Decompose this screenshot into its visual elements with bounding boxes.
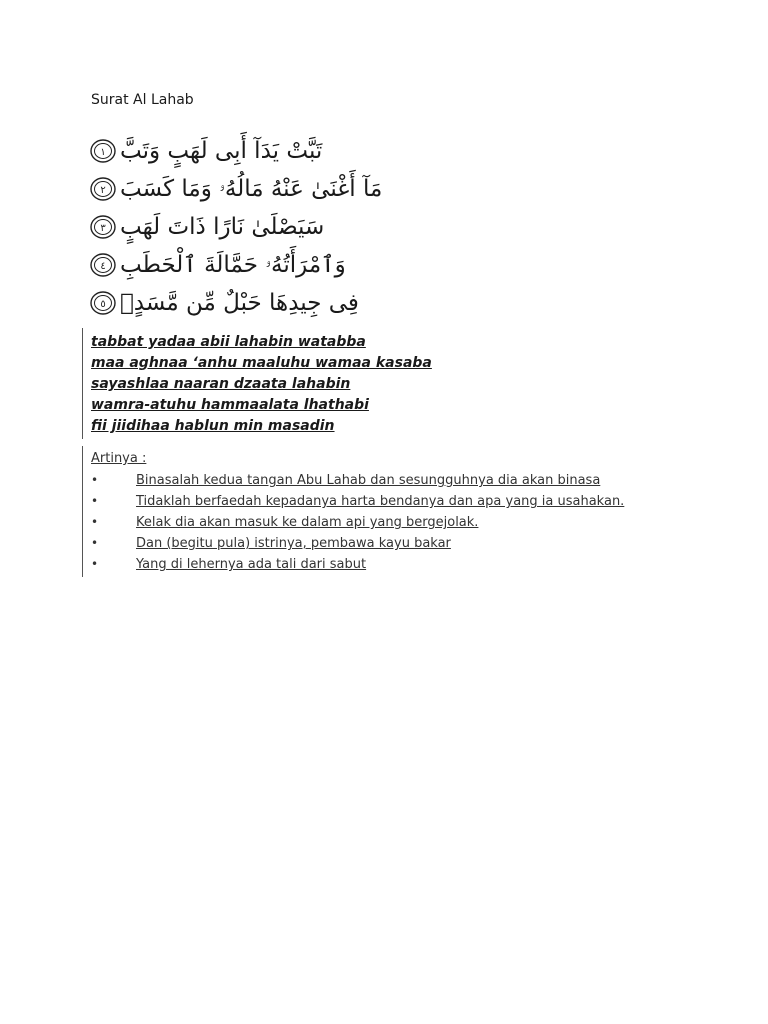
transliteration-line: fii jiidihaa hablun min masadin (91, 418, 335, 434)
ayah-number: ٤ (100, 261, 106, 272)
transliteration-line: wamra-atuhu hammaalata lhathabi (91, 397, 369, 413)
ayah-number-icon (90, 214, 116, 240)
ayah-number-icon (90, 138, 116, 164)
meaning-text: Binasalah kedua tangan Abu Lahab dan sesungguhnya dia akan binasa (136, 473, 601, 488)
ayah-number: ١ (100, 147, 106, 158)
verse-arabic: تَبَّتْ يَدَآ أَبِى لَهَبٍ وَتَبَّ (120, 137, 323, 164)
arabic-verses (90, 132, 383, 322)
transliteration-block (82, 328, 432, 439)
meaning-text: Kelak dia akan masuk ke dalam api yang bergejolak. (136, 515, 479, 530)
meaning-text: Dan (begitu pula) istrinya, pembawa kayu bakar (136, 536, 451, 551)
meaning-text: Tidaklah berfaedah kepadanya harta bendanya dan apa yang ia usahakan. (136, 494, 625, 509)
meaning-label: Artinya : (91, 451, 147, 466)
verse-row (90, 132, 323, 170)
verse-arabic: فِى جِيدِهَا حَبْلٌ مِّن مَّسَدٍۭ (120, 289, 359, 316)
ayah-number: ٥ (100, 299, 106, 310)
ayah-number-icon (90, 252, 116, 278)
verse-arabic: وَٱمْرَأَتُهُۥ حَمَّالَةَ ٱلْحَطَبِ (120, 251, 346, 278)
list-item (91, 491, 624, 512)
list-item (91, 470, 624, 491)
ayah-number: ٣ (100, 223, 106, 234)
list-item (91, 512, 624, 533)
verse-row (90, 284, 359, 322)
bullet-icon: • (91, 494, 99, 508)
list-item (91, 554, 624, 575)
bullet-icon: • (91, 557, 99, 571)
ayah-number: ٢ (100, 185, 106, 196)
bullet-icon: • (91, 515, 99, 529)
meaning-block (82, 446, 624, 577)
transliteration-line: tabbat yadaa abii lahabin watabba (91, 334, 366, 350)
meaning-text: Yang di lehernya ada tali dari sabut (136, 557, 367, 572)
verse-arabic: سَيَصْلَىٰ نَارًا ذَاتَ لَهَبٍ (120, 213, 325, 240)
verse-row (90, 170, 383, 208)
transliteration-line: sayashlaa naaran dzaata lahabin (91, 376, 351, 392)
verse-arabic: مَآ أَغْنَىٰ عَنْهُ مَالُهُۥ وَمَا كَسَبَ (120, 175, 383, 202)
bullet-icon: • (91, 473, 99, 487)
verse-row (90, 208, 325, 246)
list-item (91, 533, 624, 554)
transliteration-line: maa aghnaa ‘anhu maaluhu wamaa kasaba (91, 355, 432, 371)
ayah-number-icon (90, 290, 116, 316)
document-title: Surat Al Lahab (91, 92, 194, 108)
ayah-number-icon (90, 176, 116, 202)
bullet-icon: • (91, 536, 99, 550)
meaning-list (91, 470, 624, 575)
verse-row (90, 246, 346, 284)
